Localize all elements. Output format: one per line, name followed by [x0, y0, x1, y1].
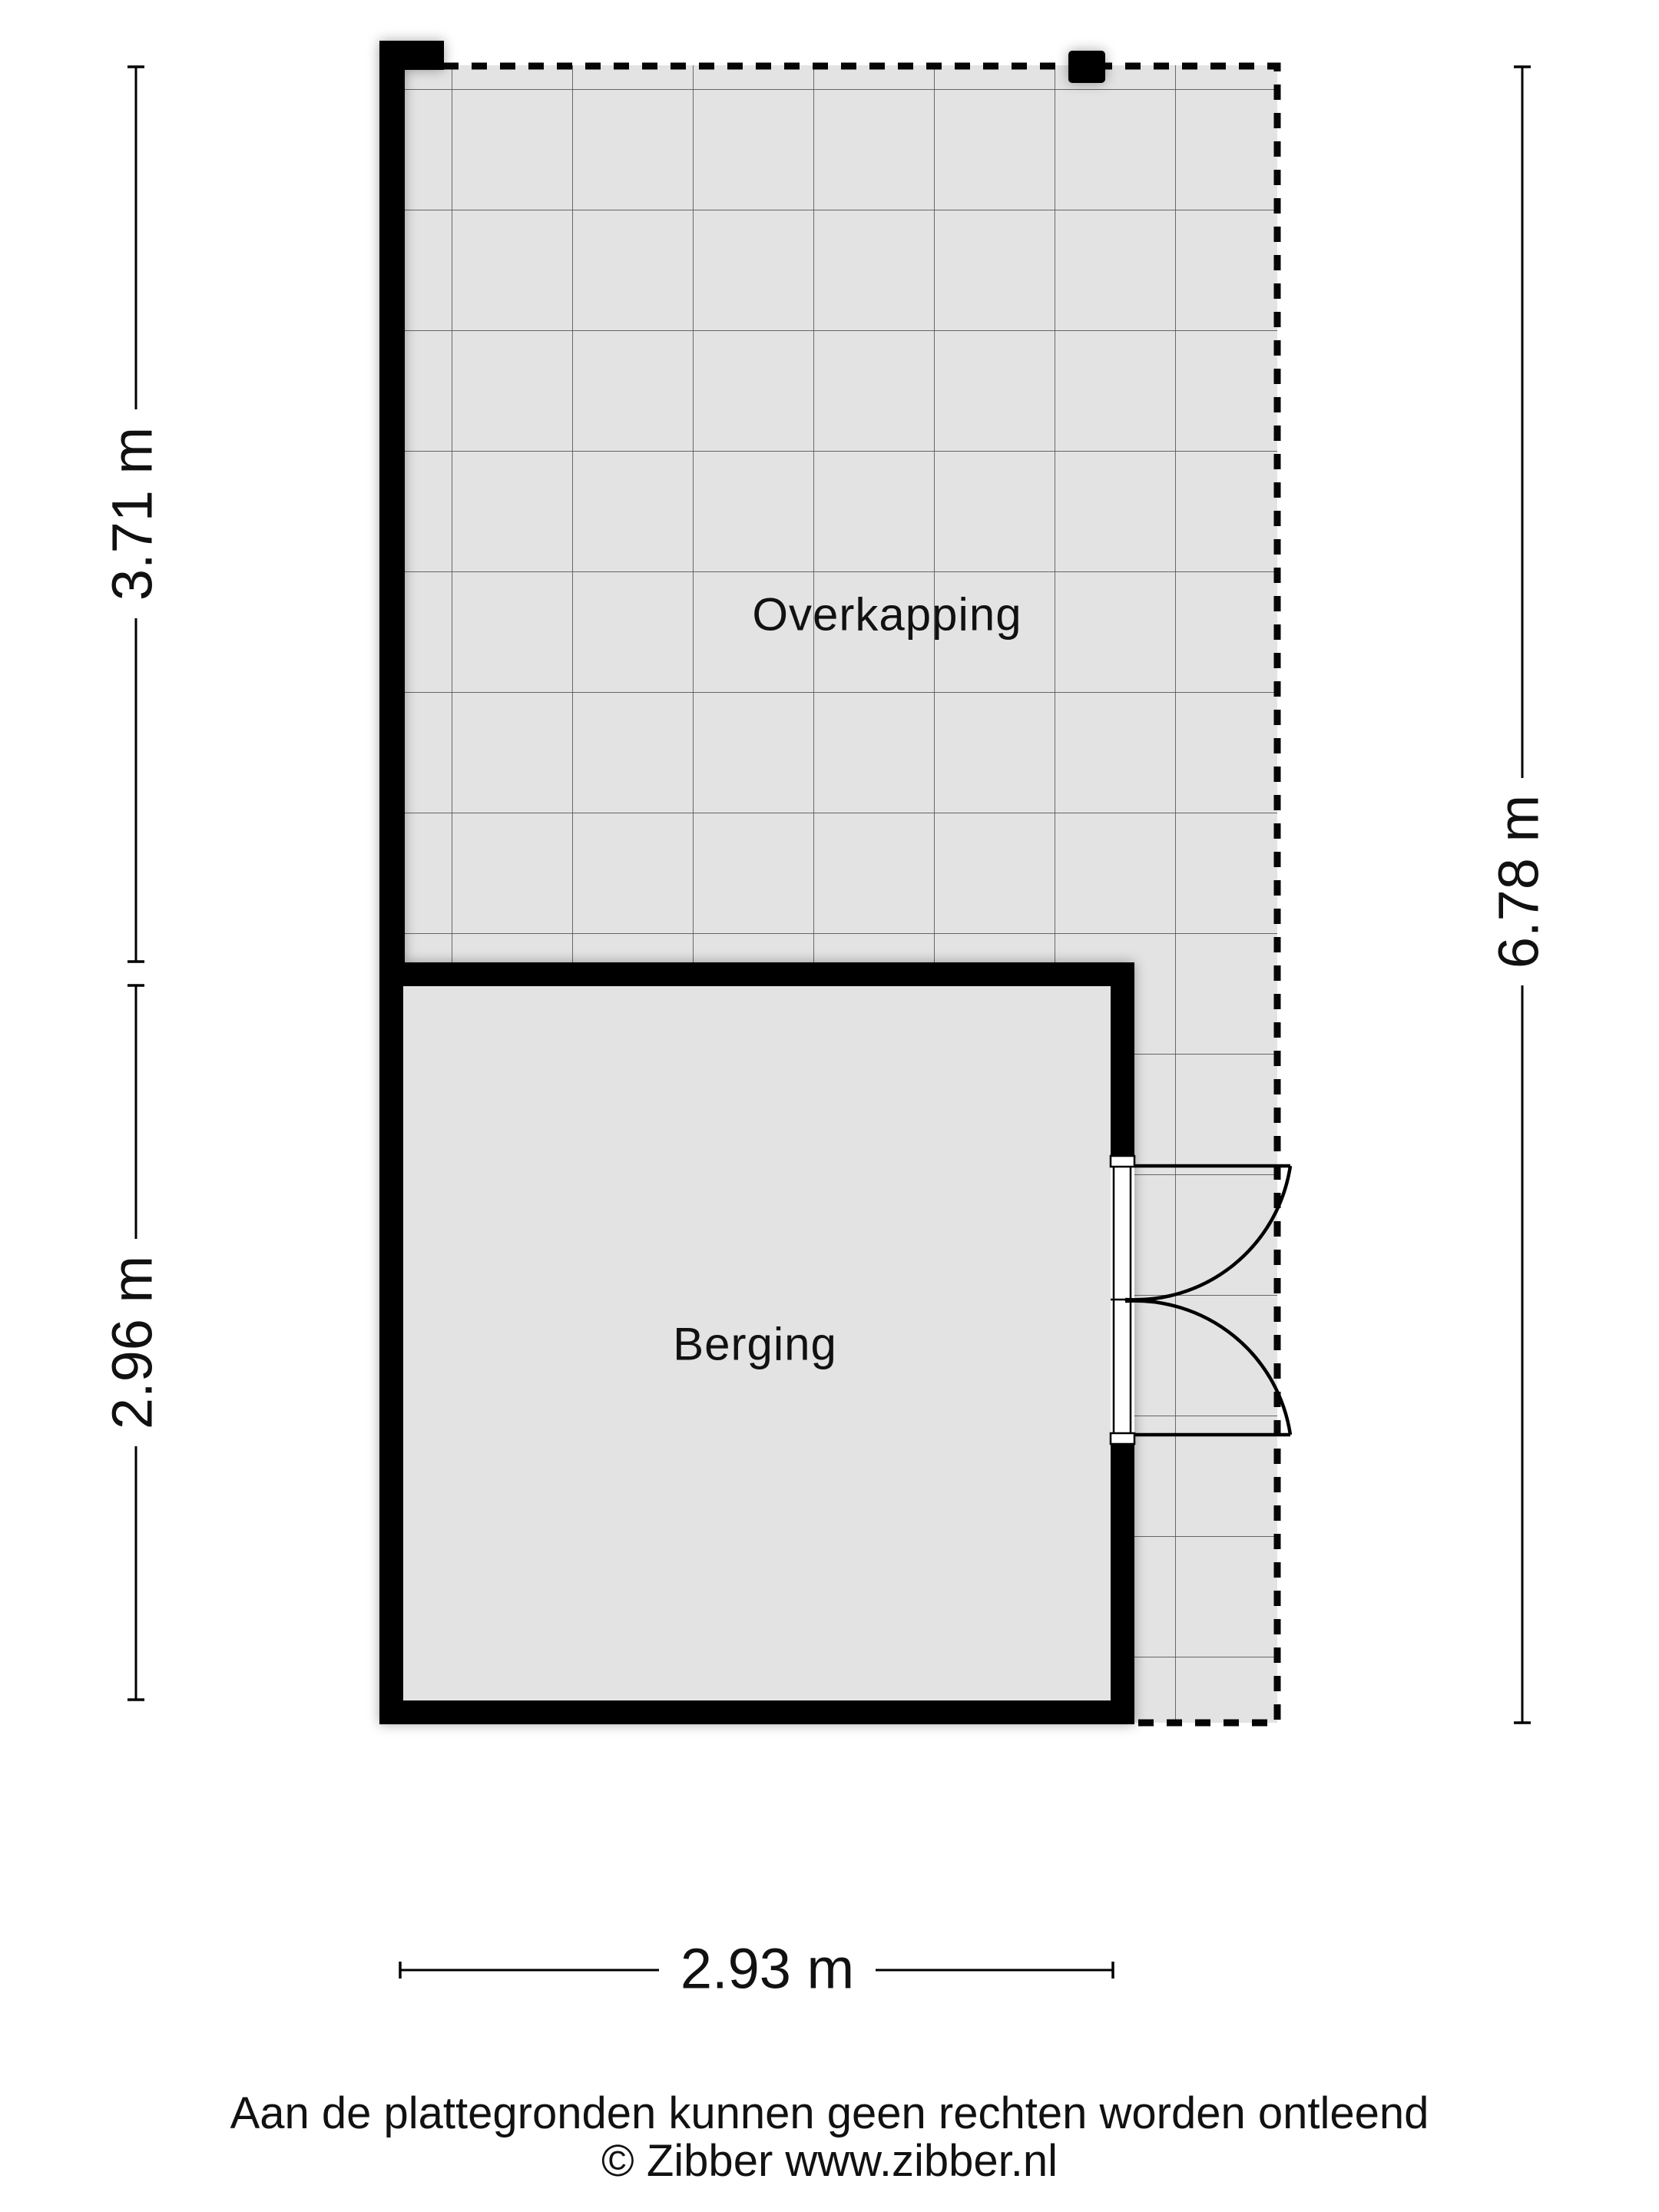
room-label-overkapping: Overkapping	[752, 588, 1022, 641]
footer-copyright: © Zibber www.zibber.nl	[601, 2136, 1058, 2186]
wall-left	[379, 41, 405, 966]
dim-bottom-label: 2.93 m	[680, 1936, 855, 2001]
dim-left-bottom-label: 2.96 m	[100, 1255, 164, 1430]
dim-left-top-label: 3.71 m	[100, 426, 164, 601]
dim-right-label: 6.78 m	[1486, 794, 1551, 969]
room-label-berging: Berging	[673, 1318, 837, 1370]
column-marker	[1068, 51, 1105, 83]
footer-disclaimer: Aan de plattegronden kunnen geen rechten worden ontleend	[230, 2088, 1429, 2138]
door-jamb-bottom	[1111, 1433, 1134, 1444]
door-jamb-top	[1111, 1156, 1134, 1167]
